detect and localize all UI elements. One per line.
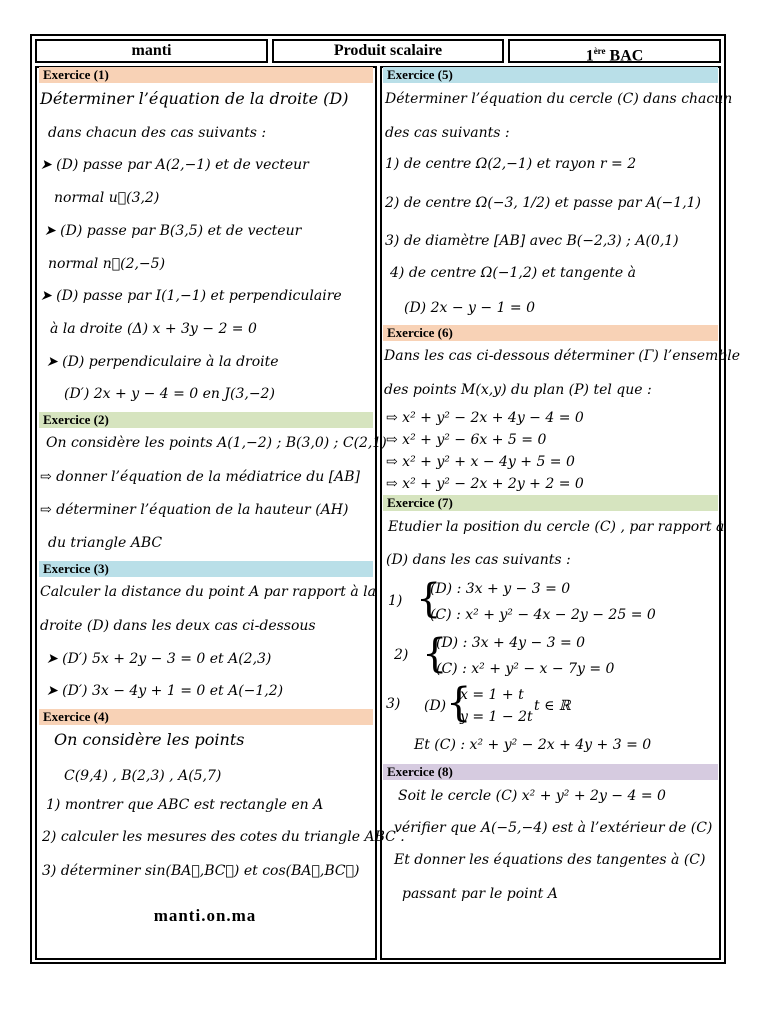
ex1-line-3: ➤ (D) passe par A(2,−1) et de vecteur: [40, 157, 309, 173]
ex1-line-6: normal n⃗(2,−5): [48, 256, 166, 272]
ex1-line-4: normal u⃗(3,2): [54, 190, 160, 206]
ex8-line-4: passant par le point A: [402, 886, 558, 902]
ex1-line-1: Déterminer l’équation de la droite (D): [40, 89, 349, 108]
ex7-case-1-label: 1): [388, 593, 403, 609]
ex3-line-1: Calculer la distance du point A par rapport à la: [40, 584, 376, 600]
exercise-5-title: Exercice (5): [383, 67, 718, 83]
ex7-case-2-line-d: (D) : 3x + 4y − 3 = 0: [436, 635, 586, 651]
ex5-line-5: 3) de diamètre [AB] avec B(−2,3) ; A(0,1): [385, 233, 679, 249]
ex7-case-3-circle: Et (C) : x² + y² − 2x + 4y + 3 = 0: [414, 737, 652, 753]
ex4-line-4: 2) calculer les mesures des cotes du triangle ABC .: [42, 829, 405, 845]
ex8-line-2: vérifier que A(−5,−4) est à l’extérieur de (C): [394, 820, 713, 836]
ex7-case-3-label: 3): [386, 696, 401, 712]
header-title: Produit scalaire: [272, 39, 504, 63]
header-author: manti: [35, 39, 268, 63]
ex6-line-1: Dans les cas ci-dessous déterminer (Γ) l’ensemble: [384, 348, 741, 364]
ex1-line-8: à la droite (Δ) x + 3y − 2 = 0: [50, 321, 257, 337]
ex2-line-4: du triangle ABC: [48, 535, 163, 551]
ex5-line-7: (D) 2x − y − 1 = 0: [404, 300, 536, 316]
ex1-line-9: ➤ (D) perpendiculaire à la droite: [46, 354, 279, 370]
ex7-line-2: (D) dans les cas suivants :: [386, 552, 571, 568]
exercise-8-title: Exercice (8): [383, 764, 718, 780]
ex7-case-2-brace: {: [422, 631, 448, 677]
ex4-line-5: 3) déterminer sin(BA⃗,BC⃗) et cos(BA⃗,BC⃗): [42, 863, 360, 879]
ex1-line-5: ➤ (D) passe par B(3,5) et de vecteur: [44, 223, 302, 239]
ex7-case-2-label: 2): [394, 647, 409, 663]
ex7-case-3-d: (D): [424, 698, 447, 714]
ex7-case-3-x: x = 1 + t: [460, 687, 524, 703]
exercise-4-title: Exercice (4): [39, 709, 373, 725]
ex3-line-2: droite (D) dans les deux cas ci-dessous: [40, 618, 316, 634]
ex5-line-6: 4) de centre Ω(−1,2) et tangente à: [390, 265, 637, 281]
footer-site: manti.on.ma: [153, 906, 257, 925]
ex7-line-1: Etudier la position du cercle (C) , par rapport à: [388, 519, 725, 535]
ex5-line-2: des cas suivants :: [385, 125, 510, 141]
ex4-line-2: C(9,4) , B(2,3) , A(5,7): [64, 768, 222, 784]
ex6-line-5: ⇨ x² + y² + x − 4y + 5 = 0: [386, 454, 575, 470]
ex1-line-7: ➤ (D) passe par I(1,−1) et perpendiculaire: [40, 288, 342, 304]
header-level-num: 1: [585, 47, 594, 65]
ex7-case-1-line-d: (D) : 3x + y − 3 = 0: [430, 581, 571, 597]
header-level-sup: ère: [593, 46, 606, 56]
ex6-line-4: ⇨ x² + y² − 6x + 5 = 0: [386, 432, 547, 448]
ex6-line-6: ⇨ x² + y² − 2x + 2y + 2 = 0: [386, 476, 584, 492]
exercise-6-title: Exercice (6): [383, 325, 718, 341]
ex4-line-1: On considère les points: [54, 730, 245, 749]
ex8-line-3: Et donner les équations des tangentes à (C): [394, 852, 706, 868]
ex1-line-2: dans chacun des cas suivants :: [48, 125, 267, 141]
ex2-line-1: On considère les points A(1,−2) ; B(3,0) ; C(2,1): [46, 435, 387, 451]
ex6-line-2: des points M(x,y) du plan (P) tel que :: [384, 382, 652, 398]
ex7-case-3-t: t ∈ ℝ: [534, 698, 571, 714]
exercise-3-title: Exercice (3): [39, 561, 373, 577]
ex7-case-2-line-c: (C) : x² + y² − x − 7y = 0: [436, 661, 615, 677]
ex8-line-1: Soit le cercle (C) x² + y² + 2y − 4 = 0: [398, 788, 666, 804]
ex2-line-3: ⇨ déterminer l’équation de la hauteur (AH): [40, 502, 349, 518]
ex5-line-4: 2) de centre Ω(−3, 1/2) et passe par A(−1,1): [385, 195, 702, 211]
ex4-line-3: 1) montrer que ABC est rectangle en A: [46, 797, 324, 813]
ex7-case-3-brace: {: [446, 680, 472, 726]
header-level: [508, 39, 721, 63]
ex7-case-1-line-c: (C) : x² + y² − 4x − 2y − 25 = 0: [430, 607, 656, 623]
ex6-line-3: ⇨ x² + y² − 2x + 4y − 4 = 0: [386, 410, 584, 426]
exercise-7-title: Exercice (7): [383, 495, 718, 511]
exercise-2-title: Exercice (2): [39, 412, 373, 428]
ex1-line-10: (D′) 2x + y − 4 = 0 en J(3,−2): [64, 386, 275, 402]
ex3-line-3: ➤ (D′) 5x + 2y − 3 = 0 et A(2,3): [46, 651, 272, 667]
ex2-line-2: ⇨ donner l’équation de la médiatrice du [AB]: [40, 469, 361, 485]
ex5-line-3: 1) de centre Ω(2,−1) et rayon r = 2: [385, 156, 637, 172]
ex3-line-4: ➤ (D′) 3x − 4y + 1 = 0 et A(−1,2): [46, 683, 284, 699]
ex7-case-1-brace: {: [416, 576, 442, 622]
ex7-case-3-y: y = 1 − 2t: [460, 709, 533, 725]
exercise-1-title: Exercice (1): [39, 67, 373, 83]
header-level-rest: BAC: [609, 47, 644, 65]
ex5-line-1: Déterminer l’équation du cercle (C) dans chacun: [385, 91, 733, 107]
